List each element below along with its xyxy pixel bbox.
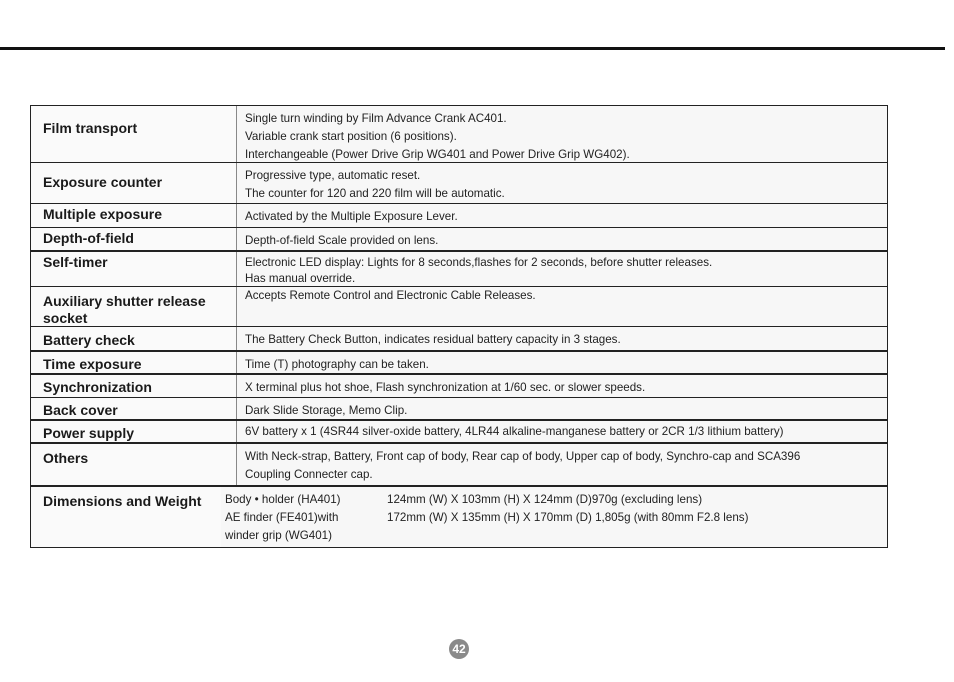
spec-value <box>237 228 887 250</box>
spec-row-film-transport <box>31 106 887 163</box>
spec-value-line: Single turn winding by Film Advance Crank AC401. <box>245 112 507 125</box>
dimension-item-name: AE finder (FE401)with <box>225 511 339 524</box>
specifications-table <box>30 105 888 548</box>
spec-value <box>237 444 887 485</box>
spec-value-line: Depth-of-field Scale provided on lens. <box>245 234 439 247</box>
spec-row-others <box>31 444 887 486</box>
spec-label: Synchronization <box>31 375 237 397</box>
spec-label: Exposure counter <box>31 163 237 203</box>
spec-value <box>237 287 887 326</box>
spec-value <box>237 352 887 373</box>
spec-row-time-exposure <box>31 352 887 375</box>
spec-value <box>237 252 887 286</box>
spec-row-self-timer <box>31 252 887 287</box>
spec-value-line: Variable crank start position (6 positions). <box>245 130 457 143</box>
spec-value-line: Electronic LED display: Lights for 8 seconds,flashes for 2 seconds, before shutter releases. <box>245 256 713 269</box>
spec-value <box>237 327 887 350</box>
spec-label: Depth-of-field <box>31 228 237 250</box>
spec-row-dimensions-weight <box>31 486 887 548</box>
dimension-item-value <box>387 527 881 545</box>
spec-label-line: socket <box>43 310 88 326</box>
spec-row-back-cover <box>31 398 887 421</box>
dimension-item-value: 124mm (W) X 103mm (H) X 124mm (D)970g (excluding lens) <box>387 493 703 506</box>
spec-value-line: With Neck-strap, Battery, Front cap of body, Rear cap of body, Upper cap of body, Synchro-cap and SCA396 <box>245 450 801 463</box>
spec-row-exposure-counter <box>31 163 887 204</box>
spec-label: Others <box>31 444 237 485</box>
spec-value-line: Activated by the Multiple Exposure Lever. <box>245 210 458 223</box>
dimension-item-value: 172mm (W) X 135mm (H) X 170mm (D) 1,805g (with 80mm F2.8 lens) <box>387 511 749 524</box>
spec-label: Power supply <box>31 421 237 442</box>
spec-value-line: The counter for 120 and 220 film will be automatic. <box>245 187 505 200</box>
page-number: 42 <box>449 639 469 659</box>
spec-label: Self-timer <box>31 252 237 286</box>
spec-value <box>237 163 887 203</box>
spec-row-synchronization <box>31 375 887 398</box>
spec-label: Film transport <box>31 106 237 162</box>
spec-value-line: Coupling Connecter cap. <box>245 468 373 481</box>
spec-value <box>237 375 887 397</box>
spec-row-power-supply <box>31 421 887 444</box>
spec-label: Battery check <box>31 327 237 350</box>
spec-row-multiple-exposure <box>31 204 887 228</box>
spec-value-line: Dark Slide Storage, Memo Clip. <box>245 404 408 417</box>
spec-label-line: Auxiliary shutter release <box>43 293 206 309</box>
header-rule <box>0 47 945 50</box>
spec-label: Dimensions and Weight <box>31 487 221 547</box>
spec-value <box>237 421 887 442</box>
spec-label: Multiple exposure <box>31 204 237 227</box>
spec-value-line: X terminal plus hot shoe, Flash synchronization at 1/60 sec. or slower speeds. <box>245 381 646 394</box>
spec-label: Time exposure <box>31 352 237 373</box>
spec-label <box>31 287 237 326</box>
spec-value-line: Progressive type, automatic reset. <box>245 169 421 182</box>
dimension-item-name: Body • holder (HA401) <box>225 493 341 506</box>
spec-value-line: Accepts Remote Control and Electronic Cable Releases. <box>245 289 536 302</box>
spec-value-line: Interchangeable (Power Drive Grip WG401 and Power Drive Grip WG402). <box>245 148 630 161</box>
spec-row-depth-of-field <box>31 228 887 252</box>
spec-row-auxiliary-shutter-release <box>31 287 887 327</box>
spec-value <box>237 106 887 162</box>
spec-row-battery-check <box>31 327 887 352</box>
spec-value-line: The Battery Check Button, indicates residual battery capacity in 3 stages. <box>245 333 621 346</box>
spec-value-line: Has manual override. <box>245 272 356 285</box>
spec-value-line: Time (T) photography can be taken. <box>245 358 429 371</box>
dimension-item-name: winder grip (WG401) <box>225 529 332 542</box>
spec-value-line: 6V battery x 1 (4SR44 silver-oxide battery, 4LR44 alkaline-manganese battery or 2CR 1/3 lithium battery) <box>245 425 784 438</box>
dimensions-values <box>221 487 887 547</box>
spec-value <box>237 204 887 227</box>
spec-value <box>237 398 887 419</box>
spec-label: Back cover <box>31 398 237 419</box>
